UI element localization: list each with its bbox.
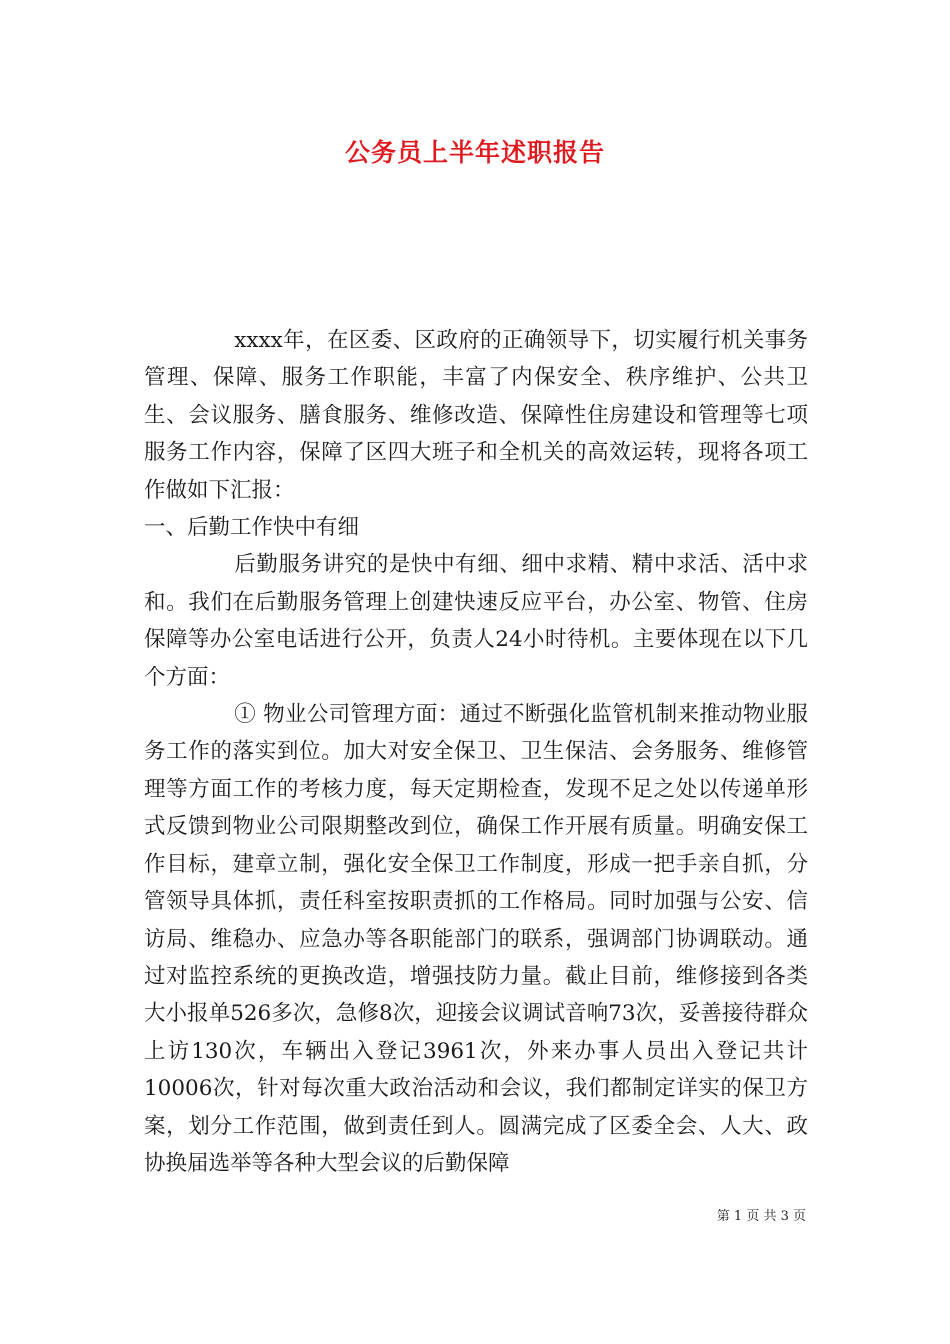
page-footer: 第 1 页 共 3 页 <box>716 1209 806 1224</box>
document-title: 公务员上半年述职报告 <box>344 138 605 167</box>
paragraph-logistics: 后勤服务讲究的是快中有细、细中求精、精中求活、活中求和。我们在后勤服务管理上创建快速反应平台，办公室、物管、住房保障等办公室电话进行公开，负责人24小时待机。主要体现在以下几个方面： <box>144 552 808 690</box>
paragraph-intro: xxxx年，在区委、区政府的正确领导下，切实履行机关事务管理、保障、服务工作职能，丰富了内保安全、秩序维护、公共卫生、会议服务、膳食服务、维修改造、保障性住房建设和管理等七项服务工作内容，保障了区四大班子和全机关的高效运转，现将各项工作做如下汇报： <box>144 328 808 503</box>
section-heading: 一、后勤工作快中有细 <box>144 515 360 541</box>
document-body <box>144 322 808 1182</box>
paragraph-property-management: ① 物业公司管理方面：通过不断强化监管机制来推动物业服务工作的落实到位。加大对安全保卫、卫生保洁、会务服务、维修管理等方面工作的考核力度，每天定期检查，发现不足之处以传递单形式反馈到物业公司限期整改到位，确保工作开展有质量。明确安保工作目标，建章立制，强化安全保卫工作制度，形成一把手亲自抓，分管领导具体抓，责任科室按职责抓的工作格局。同时加强与公安、信访局、维稳办、应急办等各职能部门的联系，强调部门协调联动。通过对监控系统的更换改造，增强技防力量。截止目前，维修接到各类大小报单526多次，急修8次，迎接会议调试音响73次，妥善接待群众上访130次，车辆出入登记3961次，外来办事人员出入登记共计10006次，针对每次重大政治活动和会议，我们都制定详实的保卫方案，划分工作范围，做到责任到人。圆满完成了区委全会、人大、政协换届选举等各种大型会议的后勤保障 <box>144 702 808 1176</box>
